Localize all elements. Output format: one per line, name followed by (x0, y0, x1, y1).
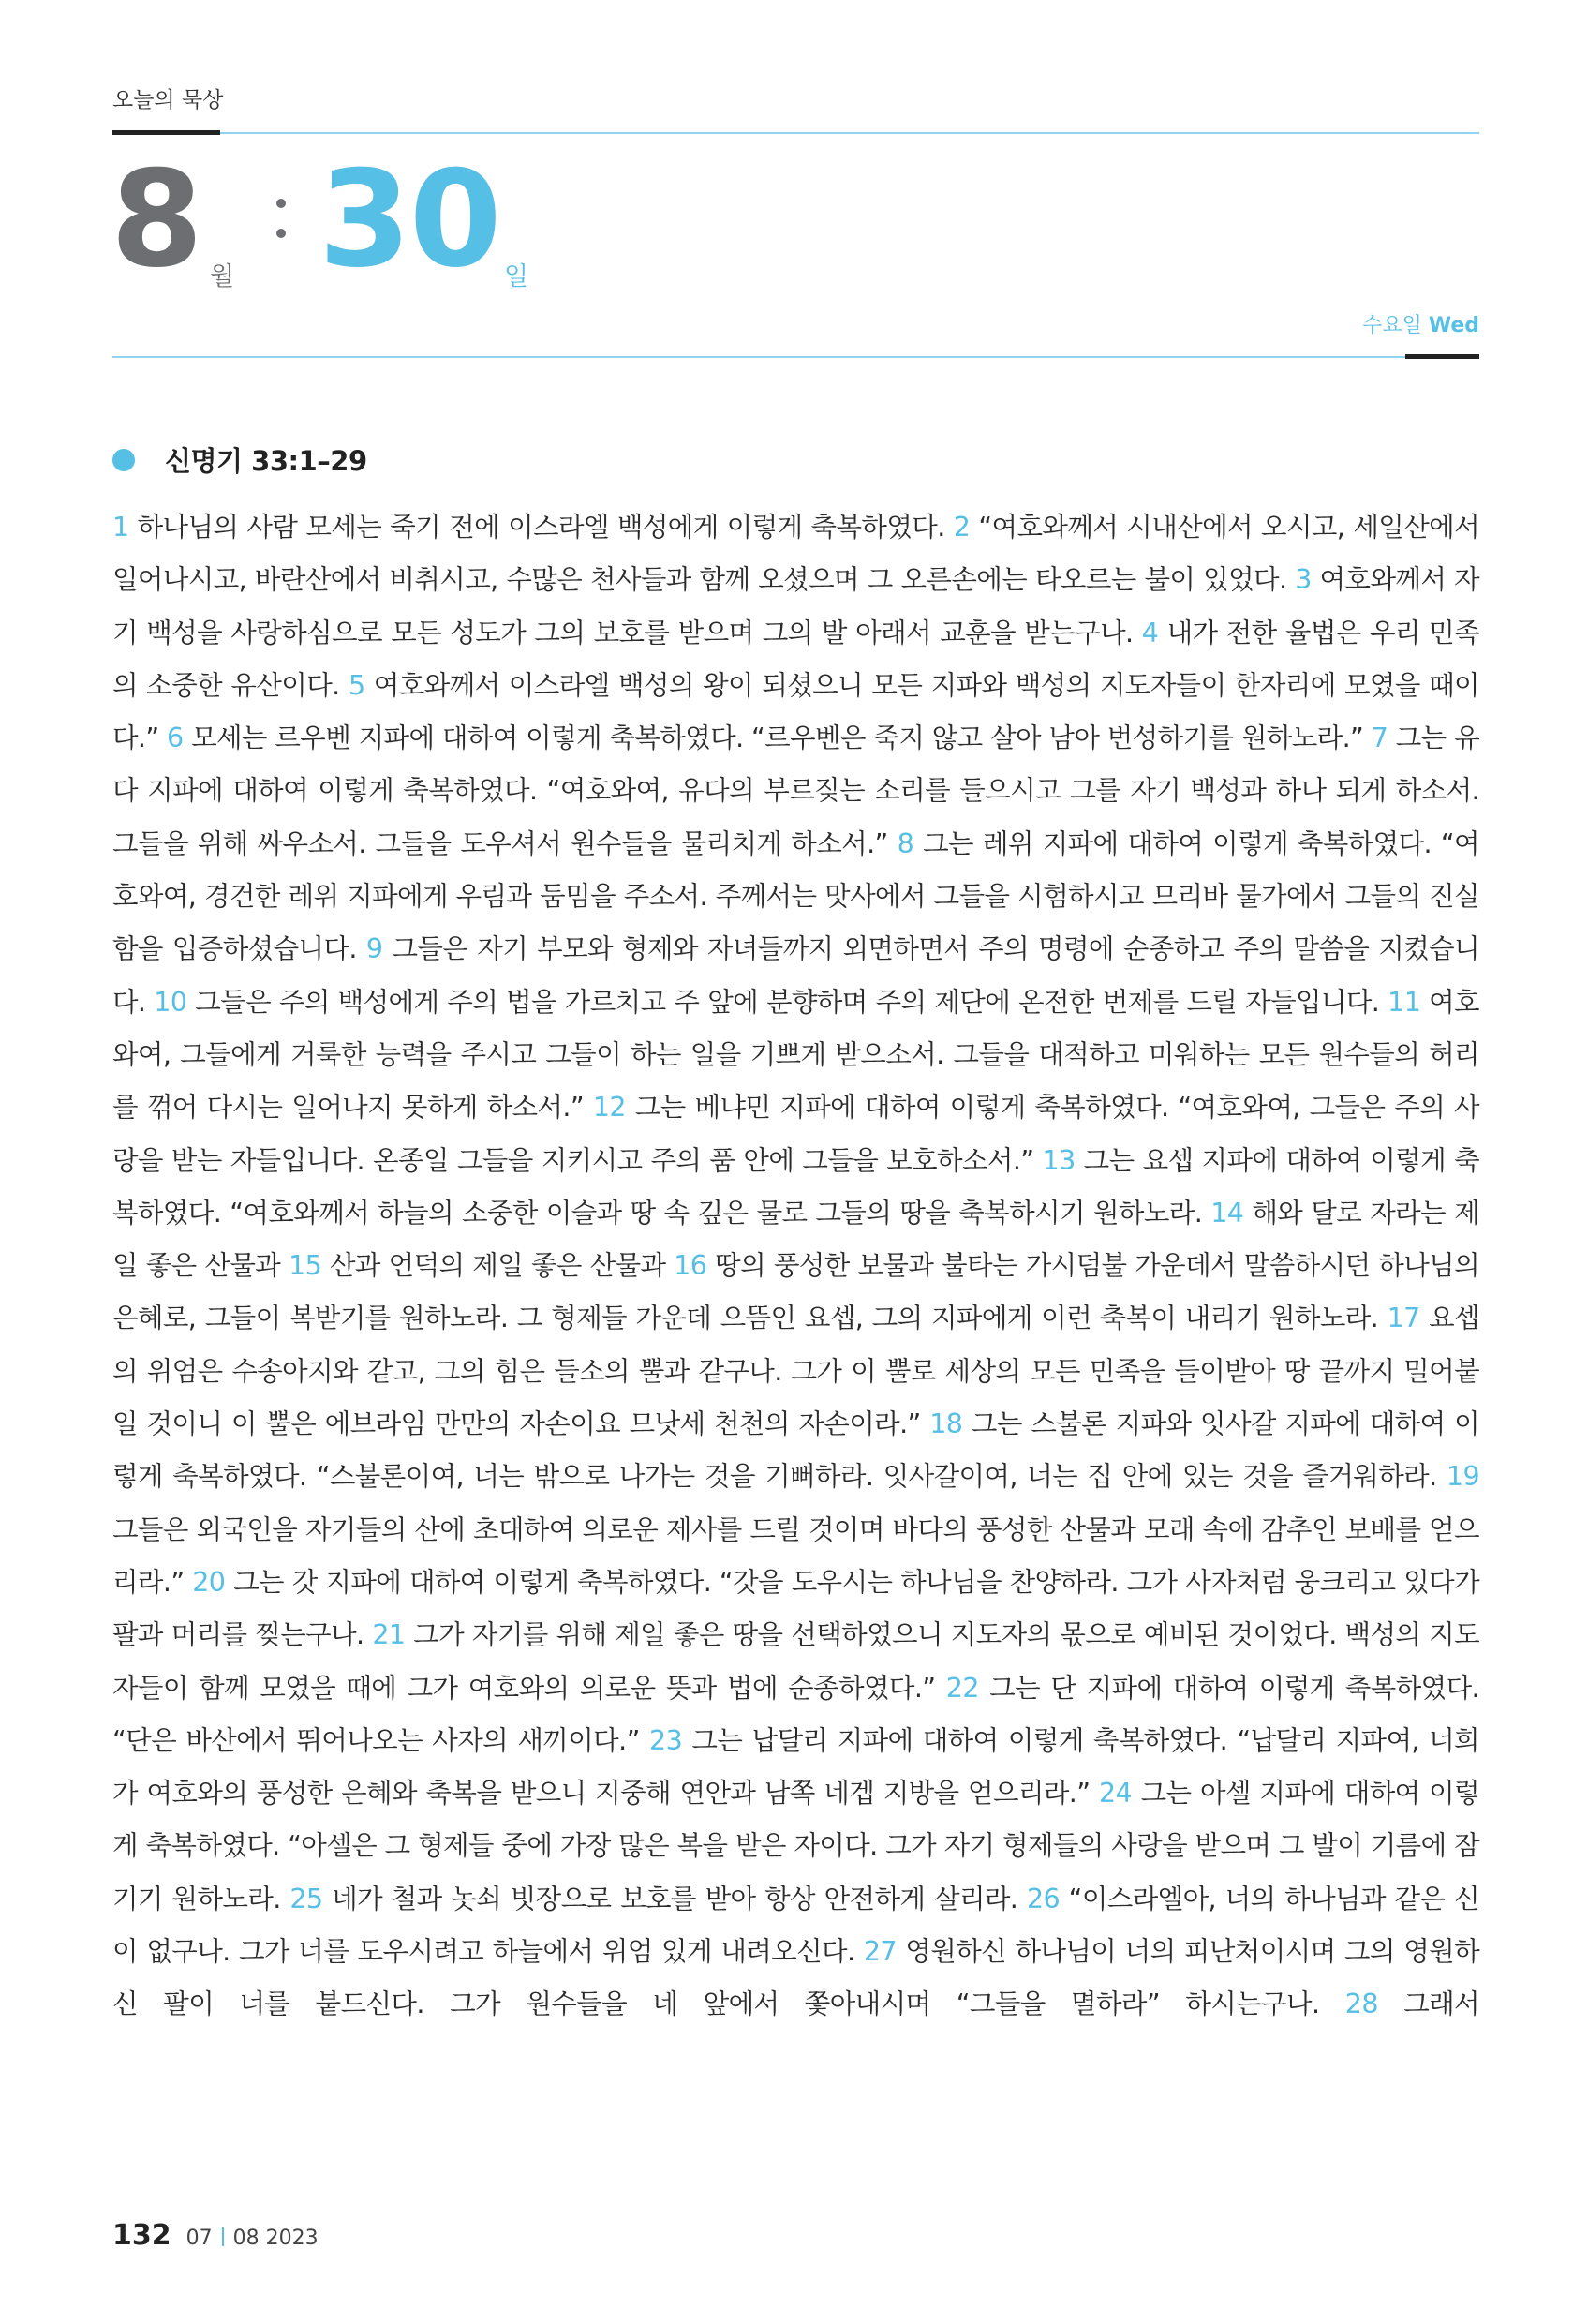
weekday-en: Wed (1428, 314, 1479, 337)
verse-number: 8 (897, 827, 914, 859)
date-block (111, 142, 766, 300)
verse-text: “이스라엘아, 너의 하나님과 같은 신이 없구나. 그가 너를 도우시려고 하늘에서 위엄 있게 내려오신다. (112, 1883, 1480, 1968)
verse-text: 여호와여, 그들에게 거룩한 능력을 주시고 그들이 하는 일을 기쁘게 받으소서. 그들을 대적하고 미워하는 모든 원수들의 허리를 꺾어 다시는 일어나지 못하게 하소서.” (112, 986, 1479, 1124)
verse-number: 28 (1344, 1989, 1378, 2020)
verse-text: 그는 요셉 지파에 대하여 이렇게 축복하였다. “여호와께서 하늘의 소중한 이슬과 땅 속 깊은 물로 그들의 땅을 축복하시기 원하노라. (112, 1144, 1479, 1229)
verse-number: 16 (674, 1250, 707, 1282)
verse-number: 23 (649, 1724, 683, 1756)
verse-text: 영원하신 하나님이 너의 피난처이시며 그의 영원하신 팔이 너를 붙드신다. 그가 원수들을 네 앞에서 쫓아내시며 “그들을 멸하라” 하시는구나. (112, 1936, 1479, 2020)
verse-number: 17 (1387, 1303, 1420, 1334)
issue-info (186, 2227, 319, 2250)
verse-text: 그는 레위 지파에 대하여 이렇게 축복하였다. “여호와여, 경건한 레위 지파에게 우림과 둠밈을 주소서. 주께서는 맛사에서 그들을 시험하시고 므리바 물가에서 그들의 진실함을 입증하셨습니다. (112, 827, 1479, 965)
verse-number: 26 (1026, 1883, 1061, 1914)
verse-text: 여호와께서 자기 백성을 사랑하심으로 모든 성도가 그의 보호를 받으며 그의 발 아래서 교훈을 받는구나. (112, 564, 1479, 648)
verse-number: 14 (1210, 1197, 1244, 1229)
verse-number: 10 (154, 986, 187, 1018)
passage-heading (112, 440, 367, 479)
verse-text: 하나님의 사람 모세는 죽기 전에 이스라엘 백성에게 이렇게 축복하였다. (128, 512, 954, 543)
verse-number: 21 (372, 1619, 406, 1651)
verse-number: 1 (112, 512, 129, 543)
verse-number: 25 (289, 1883, 323, 1914)
verse-text: 그들은 외국인을 자기들의 산에 초대하여 의로운 제사를 드릴 것이며 바다의 풍성한 산물과 모래 속에 감추인 보배를 얻으리라.” (112, 1513, 1479, 1598)
verse-text: “여호와께서 시내산에서 오시고, 세일산에서 일어나시고, 바란산에서 비취시고, 수많은 천사들과 함께 오셨으며 그 오른손에는 타오르는 불이 있었다. (112, 512, 1479, 596)
verse-text: 그가 자기를 위해 제일 좋은 땅을 선택하였으니 지도자의 몫으로 예비된 것이었다. 백성의 지도자들이 함께 모였을 때에 그가 여호와의 의로운 뜻과 법에 순종하였다.” (112, 1619, 1480, 1704)
date-rule-accent (1405, 354, 1479, 359)
verse-number: 7 (1371, 723, 1388, 754)
verse-text: 그는 스불론 지파와 잇사갈 지파에 대하여 이렇게 축복하였다. “스불론이여, 너는 밖으로 나가는 것을 기뻐하라. 잇사갈이여, 너는 집 안에 있는 것을 즐거워하라. (112, 1408, 1479, 1493)
verse-text: 산과 언덕의 제일 좋은 산물과 (321, 1250, 675, 1282)
verse-number: 22 (945, 1672, 979, 1704)
verse-text: 네가 철과 놋쇠 빗장으로 보호를 받아 항상 안전하게 살리라. (322, 1883, 1027, 1914)
section-label: 오늘의 묵상 (112, 88, 224, 112)
verse-text: 그들은 주의 백성에게 주의 법을 가르치고 주 앞에 분향하며 주의 제단에 온전한 번제를 드릴 자들입니다. (186, 986, 1388, 1018)
verse-text: 그는 베냐민 지파에 대하여 이렇게 축복하였다. “여호와여, 그들은 주의 사랑을 받는 자들입니다. 온종일 그들을 지키시고 주의 품 안에 그들을 보호하소서.” (112, 1092, 1479, 1176)
weekday (1362, 309, 1479, 338)
verse-text: 그는 납달리 지파에 대하여 이렇게 축복하였다. “납달리 지파여, 너희가 여호와의 풍성한 은혜와 축복을 받으니 지중해 연안과 남쪽 네겝 지방을 얻으리라.” (112, 1724, 1479, 1810)
weekday-kr: 수요일 (1362, 314, 1422, 337)
verse-number: 4 (1141, 617, 1159, 648)
verse-text: 여호와께서 이스라엘 백성의 왕이 되셨으니 모든 지파와 백성의 지도자들이 한자리에 모였을 때이다.” (112, 669, 1479, 754)
verse-number: 19 (1446, 1461, 1479, 1493)
day-number: 30 (319, 142, 500, 297)
verse-number: 3 (1295, 564, 1312, 596)
page-number: 132 (112, 2219, 171, 2252)
verse-number: 5 (348, 669, 365, 701)
verse-text: 그는 단 지파에 대하여 이렇게 축복하였다. “단은 바산에서 뛰어나오는 사자의 새끼이다.” (112, 1672, 1479, 1756)
verse-number: 13 (1042, 1144, 1076, 1176)
day-unit: 일 (504, 262, 529, 291)
issue-year: 08 2023 (232, 2227, 319, 2250)
verse-text: 그래서 (1377, 1989, 1479, 2020)
issue-separator (222, 2227, 224, 2246)
verse-number: 24 (1098, 1778, 1133, 1810)
verse-number: 2 (953, 512, 971, 543)
bullet-dot-icon (112, 449, 135, 471)
verse-number: 9 (365, 933, 383, 965)
verse-number: 27 (863, 1936, 897, 1968)
verse-text: 그는 유다 지파에 대하여 이렇게 축복하였다. “여호와여, 유다의 부르짖는 소리를 들으시고 그를 자기 백성과 하나 되게 하소서. 그들을 위해 싸우소서. 그들을 도우셔서 원수들을 물리치게 하소서.” (112, 723, 1480, 859)
verse-text: 요셉의 위엄은 수송아지와 같고, 그의 힘은 들소의 뿔과 같구나. 그가 이 뿔로 세상의 모든 민족을 들이받아 땅 끝까지 밀어붙일 것이니 이 뿔은 에브라임 만만의 자손이요 므낫세 천천의 자손이라.” (112, 1303, 1479, 1440)
verse-number: 20 (192, 1566, 226, 1598)
issue-months: 07 (185, 2227, 213, 2250)
month-unit: 월 (210, 262, 235, 291)
verse-text: 그들은 자기 부모와 형제와 자녀들까지 외면하면서 주의 명령에 순종하고 주의 말씀을 지켰습니다. (112, 933, 1479, 1018)
date-rule (112, 356, 1405, 358)
date-colon (276, 199, 286, 259)
verse-text: 모세는 르우벤 지파에 대하여 이렇게 축복하였다. “르우벤은 죽지 않고 살아 남아 번성하기를 원하노라.” (183, 723, 1372, 754)
verse-text: 그는 아셀 지파에 대하여 이렇게 축복하였다. “아셀은 그 형제들 중에 가장 많은 복을 받은 자이다. 그가 자기 형제들의 사랑을 받으며 그 발이 기름에 잠기기 원하노라. (112, 1778, 1479, 1914)
verse-text: 그는 갓 지파에 대하여 이렇게 축복하였다. “갓을 도우시는 하나님을 찬양하라. 그가 사자처럼 웅크리고 있다가 팔과 머리를 찢는구나. (112, 1566, 1479, 1651)
passage-reference: 신명기 33:1–29 (165, 445, 367, 477)
header-rule (220, 132, 1479, 134)
verse-number: 15 (289, 1250, 322, 1282)
month-number: 8 (111, 142, 201, 297)
verse-number: 11 (1388, 986, 1421, 1018)
verse-text: 내가 전한 율법은 우리 민족의 소중한 유산이다. (112, 617, 1479, 701)
verse-number: 12 (592, 1092, 626, 1124)
footer (112, 2219, 319, 2252)
verse-number: 6 (167, 723, 184, 754)
verse-number: 18 (929, 1408, 963, 1440)
verse-text: 해와 달로 자라는 제일 좋은 산물과 (112, 1197, 1479, 1282)
header-rule-accent (112, 130, 220, 135)
scripture-text (112, 501, 1479, 2032)
verse-text: 땅의 풍성한 보물과 불타는 가시덤불 가운데서 말씀하시던 하나님의 은혜로, 그들이 복받기를 원하노라. 그 형제들 가운데 으뜸인 요셉, 그의 지파에게 이런 축복이 내리기 원하노라. (112, 1250, 1480, 1334)
